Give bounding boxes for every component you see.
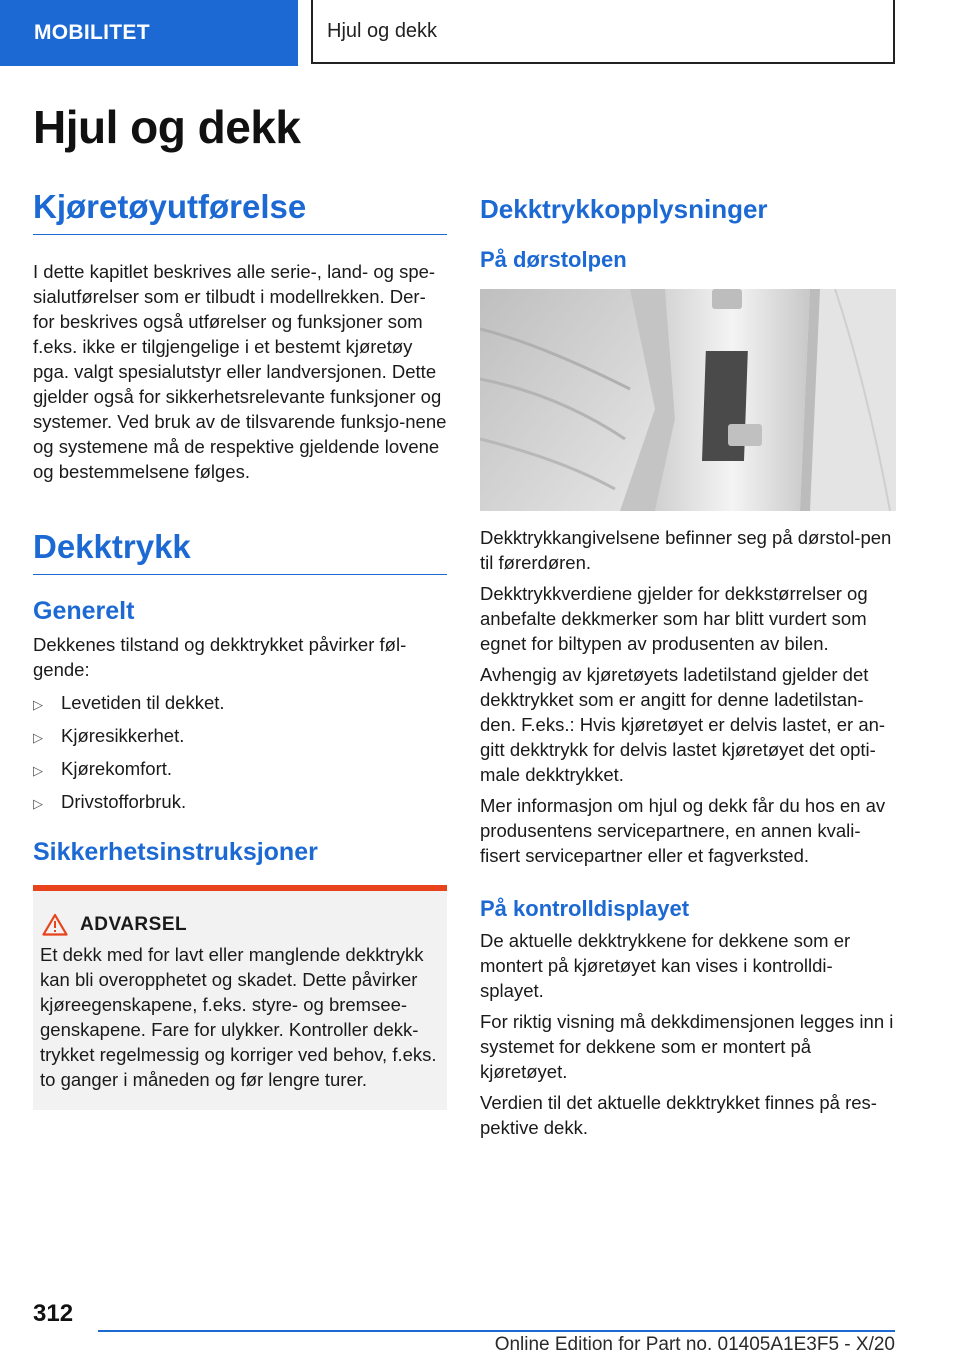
subheading-control-display: På kontrolldisplayet bbox=[480, 896, 690, 921]
section-tab bbox=[0, 0, 298, 66]
door-pillar-text-1: Dekktrykkangivelsene befinner seg på dørstol-pen til førerdøren. bbox=[480, 527, 892, 573]
warning-label: ADVARSEL bbox=[80, 913, 188, 935]
control-display-text-3: Verdien til det aktuelle dekktrykket finnes på res-pektive dekk. bbox=[480, 1092, 877, 1138]
control-display-text-1: De aktuelle dekktrykkene for dekkene som er montert på kjøretøyet kan vises i kontrolldi-splayet. bbox=[480, 930, 851, 1001]
warning-box bbox=[33, 891, 447, 1110]
vehicle-version-text: I dette kapitlet beskrives alle serie-, land- og spe-sialutførelser som er tilbudt i modellrekken. Der-for beskrives også utførelser og funksjoner som f.eks. ikke er tilgjengelige i et bestemt kjøretøy pga. valgt spesialutstyr eller landversjonen. Dette gjelder også for sikkerhetsrelevante funksjoner og systemer. Ved bruk av de tilsvarende funksjo-nene og systemene må de respektive gjeldende lovene og bestemmelsene følges. bbox=[33, 261, 447, 482]
right-column bbox=[480, 188, 896, 1140]
footer-rule bbox=[98, 1330, 895, 1332]
warning-text: Et dekk med for lavt eller manglende dekktrykk kan bli overopphetet og skadet. Dette påvirker kjøreegenskapene, f.eks. styre- og bremsee-genskapene. Fare for ulykker. Kontroller dekk-trykket regelmessig og korriger ved behov, f.eks. to ganger i måneden og før lengre turer. bbox=[40, 944, 437, 1090]
page-title: Hjul og dekk bbox=[33, 101, 301, 153]
door-pillar-photo bbox=[480, 289, 896, 511]
subheading-door-pillar: På dørstolpen bbox=[480, 247, 627, 272]
list-item: ▷ Kjørekomfort. bbox=[33, 756, 447, 781]
list-item: ▷ Levetiden til dekket. bbox=[33, 690, 447, 715]
triangle-bullet-icon: ▷ bbox=[33, 730, 43, 745]
section-heading-tire-pressure-info: Dekktrykkopplysninger bbox=[480, 194, 768, 224]
triangle-bullet-icon: ▷ bbox=[33, 763, 43, 778]
chapter-label: Hjul og dekk bbox=[327, 19, 438, 42]
door-pillar-text-2: Dekktrykkverdiene gjelder for dekkstørrelser og anbefalte dekkmerker som har blitt vurdert som egnet for biltypen av produsenten av bilen. bbox=[480, 583, 868, 654]
door-pillar-text-3: Avhengig av kjøretøyets ladetilstand gjelder det dekktrykket som er angitt for denne ladetilstan-den. F.eks.: Hvis kjøretøyet er delvis lastet, er an-gitt dekktrykk for delvis lastet kjøretøyet det opti-male dekktrykket. bbox=[480, 664, 886, 785]
control-display-text-2: For riktig visning må dekkdimensjonen legges inn i systemet for dekkene som er montert på kjøretøyet. bbox=[480, 1011, 894, 1082]
door-pillar-illustration bbox=[480, 289, 896, 511]
subheading-general: Generelt bbox=[33, 597, 135, 625]
section-label: MOBILITET bbox=[34, 21, 150, 44]
subheading-safety: Sikkerhetsinstruksjoner bbox=[33, 838, 318, 866]
left-column bbox=[33, 188, 447, 1110]
list-item: ▷ Drivstofforbruk. bbox=[33, 789, 447, 814]
warning-triangle-icon bbox=[42, 913, 68, 936]
bullet-list bbox=[33, 690, 447, 814]
section-heading-tire-pressure: Dekktrykk bbox=[33, 528, 447, 575]
edition-footer: Online Edition for Part no. 01405A1E3F5 - X/20 bbox=[494, 1334, 895, 1355]
section-heading-vehicle-version: Kjøretøyutførelse bbox=[33, 188, 447, 235]
triangle-bullet-icon: ▷ bbox=[33, 796, 43, 811]
page-number: 312 bbox=[33, 1300, 74, 1327]
triangle-bullet-icon: ▷ bbox=[33, 697, 43, 712]
general-text: Dekkenes tilstand og dekktrykket påvirker føl-gende: bbox=[33, 634, 407, 680]
chapter-header bbox=[311, 0, 895, 64]
warning-header bbox=[40, 913, 439, 936]
door-pillar-text-4: Mer informasjon om hjul og dekk får du hos en av produsentens servicepartnere, en annen kvali-fisert servicepartner eller et fagverksted. bbox=[480, 795, 886, 866]
list-item: ▷ Kjøresikkerhet. bbox=[33, 723, 447, 748]
